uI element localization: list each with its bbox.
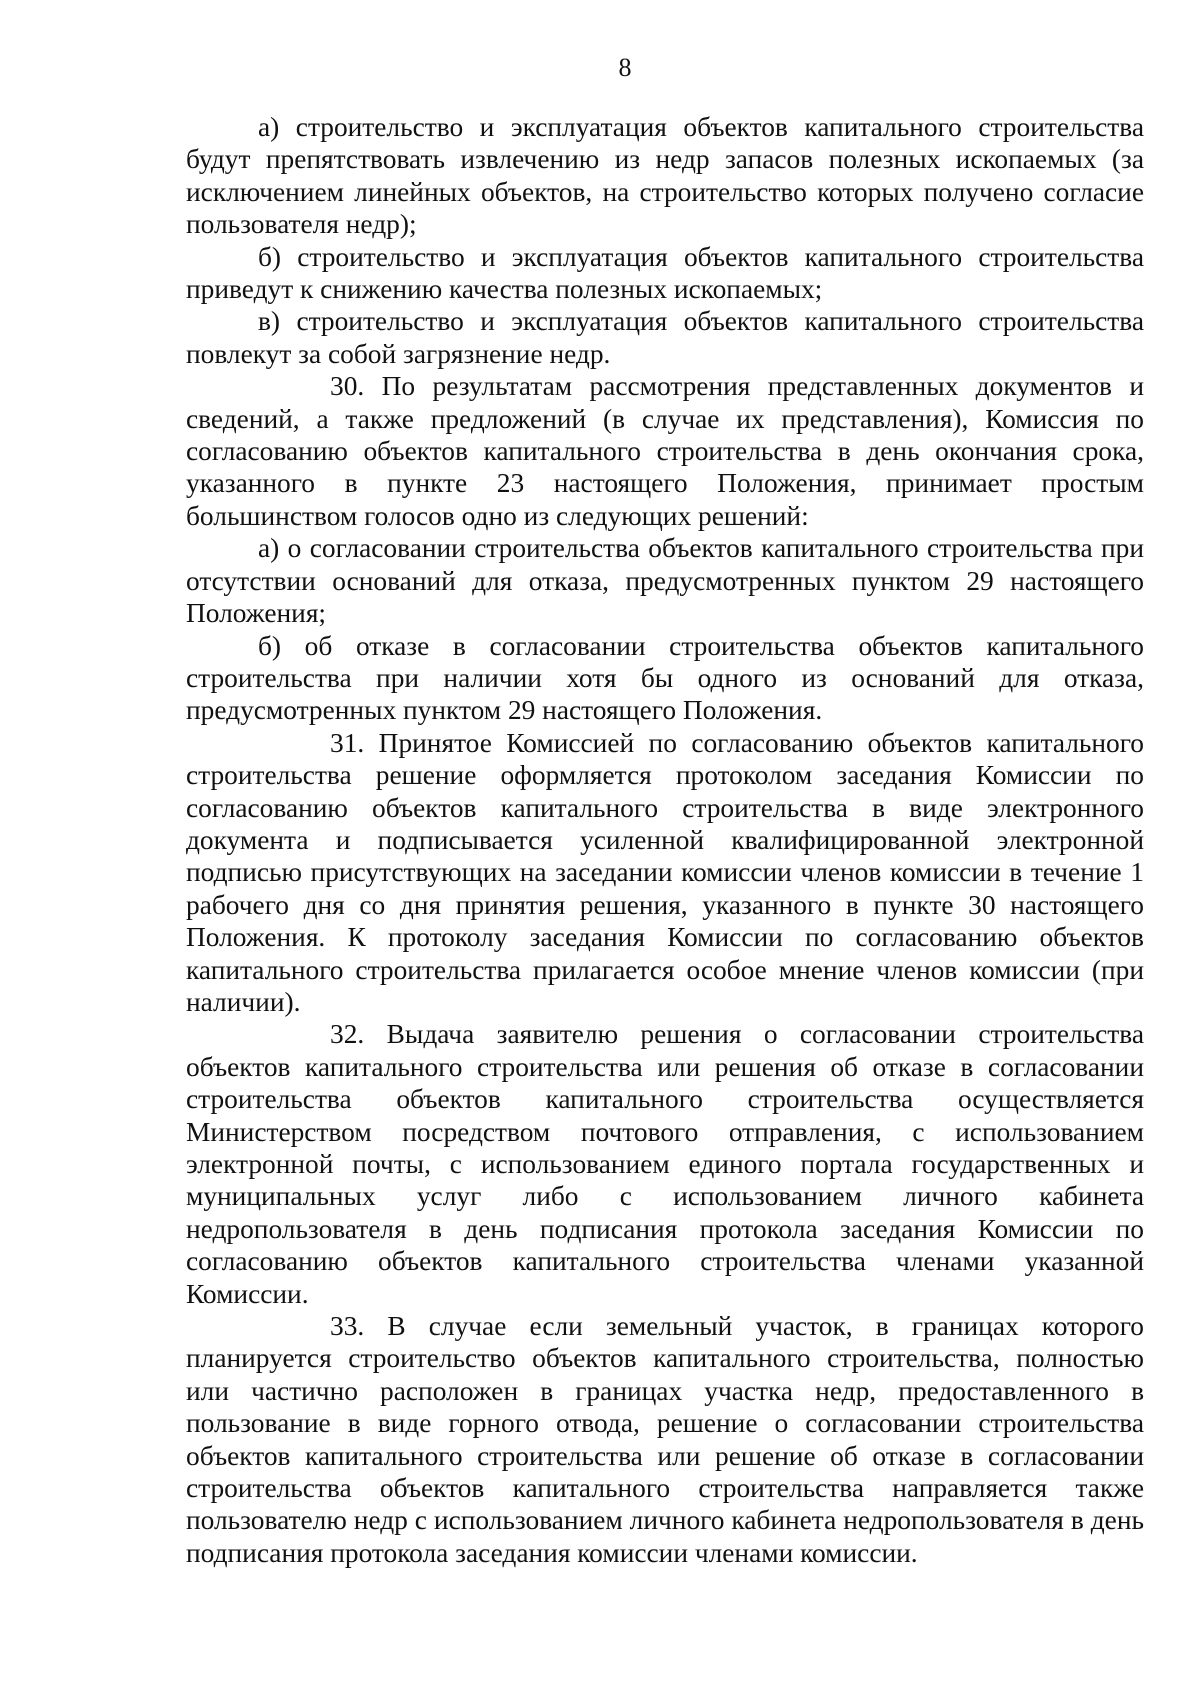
paragraph-29a	[186, 111, 1144, 241]
document-body	[186, 111, 1144, 1569]
paragraph-text: Выдача заявителю решения о согласовании строительства объектов капитального строительства или решения об отказе в согласовании строительства объектов капитального строительства осуществляется Министерством посредством почтового отправления, с использованием электронной почты, с использованием единого портала государственных и муниципальных услуг либо с использованием личного кабинета недропользователя в день подписания протокола заседания Комиссии по согласованию объектов капитального строительства членами указанной Комиссии.	[186, 1019, 1144, 1309]
paragraph-31	[186, 727, 1144, 1019]
paragraph-32	[186, 1018, 1144, 1310]
paragraph-text: По результатам рассмотрения представленных документов и сведений, а также предложений (в случае их представления), Комиссия по согласованию объектов капитального строительства в день окончания срока, указанного в пункте 23 настоящего Положения, принимает простым большинством голосов одно из следующих решений:	[186, 371, 1144, 531]
paragraph-number: 33.	[330, 1311, 365, 1342]
paragraph-text: а) строительство и эксплуатация объектов капитального строительства будут препятствовать извлечению из недр запасов полезных ископаемых (за исключением линейных объектов, на строительство которых получено согласие пользователя недр);	[186, 112, 1144, 240]
paragraph-text: б) строительство и эксплуатация объектов капитального строительства приведут к снижению качества полезных ископаемых;	[186, 241, 1144, 305]
paragraph-text: В случае если земельный участок, в границах которого планируется строительство объектов капитального строительства, полностью или частично расположен в границах участка недр, предоставленного в пользование в виде горного отвода, решение о согласовании строительства объектов капитального строительства или решение об отказе в согласовании строительства объектов капитального строительства направляется также пользователю недр с использованием личного кабинета недропользователя в день подписания протокола заседания комиссии членами комиссии.	[186, 1311, 1144, 1568]
paragraph-30	[186, 370, 1144, 532]
paragraph-30b	[186, 630, 1144, 727]
paragraph-33	[186, 1310, 1144, 1569]
paragraph-number: 30.	[330, 371, 365, 402]
paragraph-29c	[186, 305, 1144, 370]
page-number: 8	[618, 53, 632, 82]
paragraph-text: Принятое Комиссией по согласованию объектов капитального строительства решение оформляется протоколом заседания Комиссии по согласованию объектов капитального строительства в виде электронного документа и подписывается усиленной квалифицированной электронной подписью присутствующих на заседании комиссии членов комиссии в течение 1 рабочего дня со дня принятия решения, указанного в пункте 30 настоящего Положения. К протоколу заседания Комиссии по согласованию объектов капитального строительства прилагается особое мнение членов комиссии (при наличии).	[186, 727, 1144, 1017]
paragraph-number: 31.	[330, 727, 365, 758]
paragraph-text: б) об отказе в согласовании строительства объектов капитального строительства при наличии хотя бы одного из оснований для отказа, предусмотренных пунктом 29 настоящего Положения.	[186, 630, 1144, 726]
paragraph-text: в) строительство и эксплуатация объектов капитального строительства повлекут за собой загрязнение недр.	[186, 306, 1144, 369]
paragraph-number: 32.	[330, 1019, 365, 1050]
paragraph-30a	[186, 532, 1144, 629]
paragraph-text: а) о согласовании строительства объектов капитального строительства при отсутствии оснований для отказа, предусмотренных пунктом 29 настоящего Положения;	[186, 533, 1144, 629]
paragraph-29b	[186, 241, 1144, 306]
